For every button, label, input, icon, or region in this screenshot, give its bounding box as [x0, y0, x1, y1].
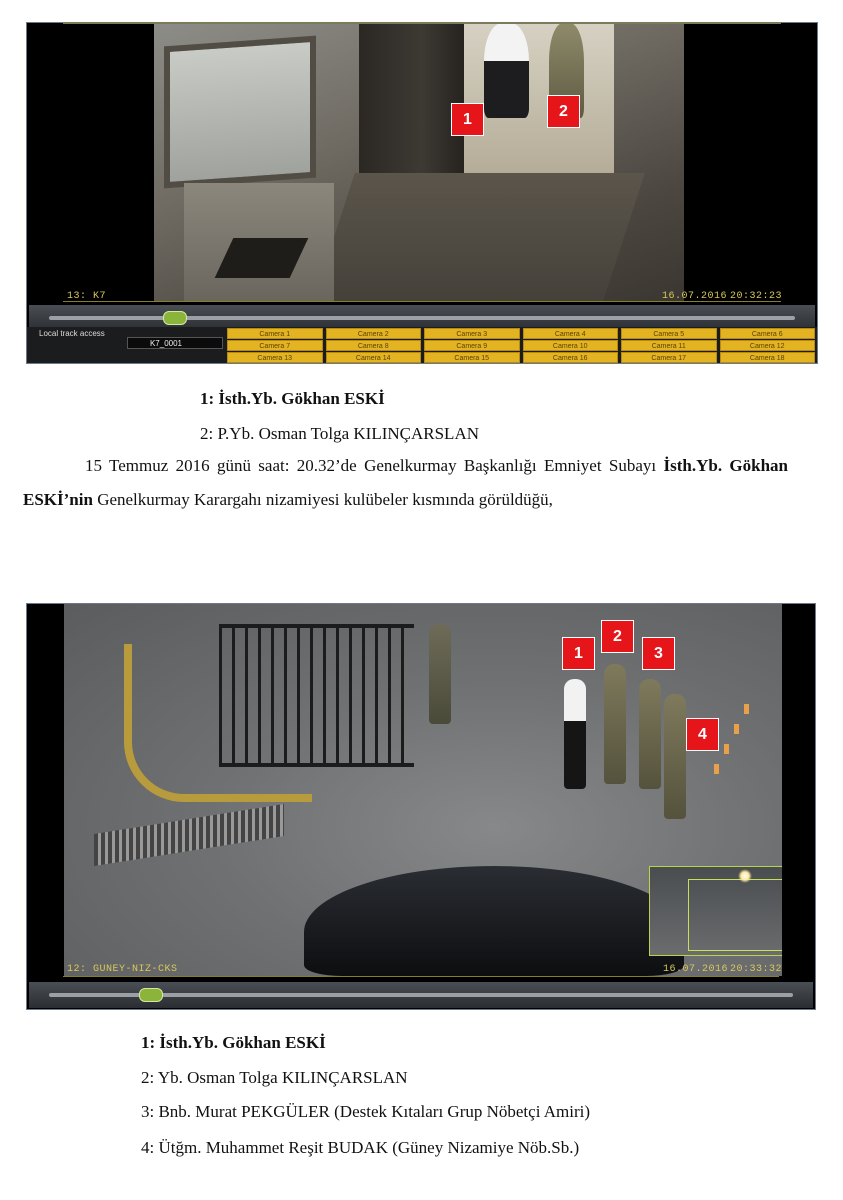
seek-track [49, 316, 795, 320]
camera-button[interactable]: Camera 7 [227, 340, 323, 351]
camera-button[interactable]: Camera 1 [227, 328, 323, 339]
caption2-line4: 4: Ütğm. Muhammet Reşit BUDAK (Güney Nizamiye Nöb.Sb.) [141, 1138, 580, 1157]
camera-button[interactable]: Camera 14 [326, 352, 422, 363]
timestamp-date: 16.07.2016 [663, 964, 729, 975]
camera-button[interactable]: Camera 18 [720, 352, 816, 363]
person-figure [604, 664, 626, 784]
marker-1: 1 [562, 637, 595, 670]
camera-button[interactable]: Camera 13 [227, 352, 323, 363]
camera-button[interactable]: Camera 10 [523, 340, 619, 351]
caption2-line3: 3: Bnb. Murat PEKGÜLER (Destek Kıtaları Grup Nöbetçi Amiri) [141, 1102, 591, 1121]
traffic-cone [744, 704, 749, 714]
hud-frame-line [63, 976, 779, 977]
traffic-cone [714, 764, 719, 774]
person-figure [564, 679, 586, 789]
traffic-cone [734, 724, 739, 734]
scene-gate [219, 624, 414, 767]
camera-button[interactable]: Camera 11 [621, 340, 717, 351]
camera-control-panel [27, 327, 817, 363]
local-track-label: Local track access [39, 329, 105, 338]
paragraph-bold-name: İsth.Yb. Gökhan ESKİ’nin [23, 456, 788, 509]
marker-3: 3 [642, 637, 675, 670]
cctv-scene-image [154, 23, 684, 301]
camera-button-grid [227, 328, 815, 363]
pip-light [738, 869, 752, 883]
camera-button[interactable]: Camera 8 [326, 340, 422, 351]
caption1-line1: 1: İsth.Yb. Gökhan ESKİ [200, 389, 385, 408]
scene-drain-grate [94, 804, 284, 866]
marker-2: 2 [601, 620, 634, 653]
marker-4: 4 [686, 718, 719, 751]
camera-label: 13: K7 [67, 291, 107, 302]
camera-button[interactable]: Camera 6 [720, 328, 816, 339]
playback-seekbar[interactable] [29, 982, 813, 1008]
body-paragraph [23, 449, 788, 517]
caption2-line1: 1: İsth.Yb. Gökhan ESKİ [141, 1033, 326, 1052]
scene-window [164, 36, 316, 189]
track-id-field[interactable]: K7_0001 [127, 337, 223, 349]
paragraph-part1: 15 Temmuz 2016 günü saat: 20.32’de Genelkurmay Başkanlığı Emniyet Subayı [85, 456, 657, 475]
camera-button[interactable]: Camera 2 [326, 328, 422, 339]
cctv-frame-1 [26, 22, 818, 364]
traffic-cone [724, 744, 729, 754]
person-figure [639, 679, 661, 789]
camera-button[interactable]: Camera 4 [523, 328, 619, 339]
camera-label: 12: GUNEY-NIZ-CKS [67, 964, 178, 975]
hud-frame-line [63, 23, 781, 24]
paragraph-part2: Genelkurmay Karargahı nizamiyesi kulübeler kısmında görüldüğü, [97, 490, 553, 509]
camera-button[interactable]: Camera 3 [424, 328, 520, 339]
seek-knob[interactable] [163, 311, 187, 325]
timestamp-time: 20:33:32 [730, 964, 783, 975]
person-figure [429, 624, 451, 724]
caption2-line2: 2: Yb. Osman Tolga KILINÇARSLAN [141, 1068, 408, 1087]
person-figure [484, 23, 529, 118]
timestamp-time: 20:32:23 [730, 291, 783, 302]
seek-knob[interactable] [139, 988, 163, 1002]
pip-inner-frame [688, 879, 782, 951]
marker-2: 2 [547, 95, 580, 128]
picture-in-picture-view [649, 866, 782, 956]
person-figure [664, 694, 686, 819]
camera-button[interactable]: Camera 5 [621, 328, 717, 339]
camera-button[interactable]: Camera 17 [621, 352, 717, 363]
camera-button[interactable]: Camera 9 [424, 340, 520, 351]
caption1-line2: 2: P.Yb. Osman Tolga KILINÇARSLAN [200, 424, 479, 443]
camera-button[interactable]: Camera 15 [424, 352, 520, 363]
marker-1: 1 [451, 103, 484, 136]
cctv-scene-image [64, 604, 782, 976]
camera-button[interactable]: Camera 16 [523, 352, 619, 363]
scene-floor [313, 173, 645, 301]
scene-car [304, 866, 684, 976]
cctv-frame-2 [26, 603, 816, 1010]
timestamp-date: 16.07.2016 [662, 291, 728, 302]
camera-button[interactable]: Camera 12 [720, 340, 816, 351]
